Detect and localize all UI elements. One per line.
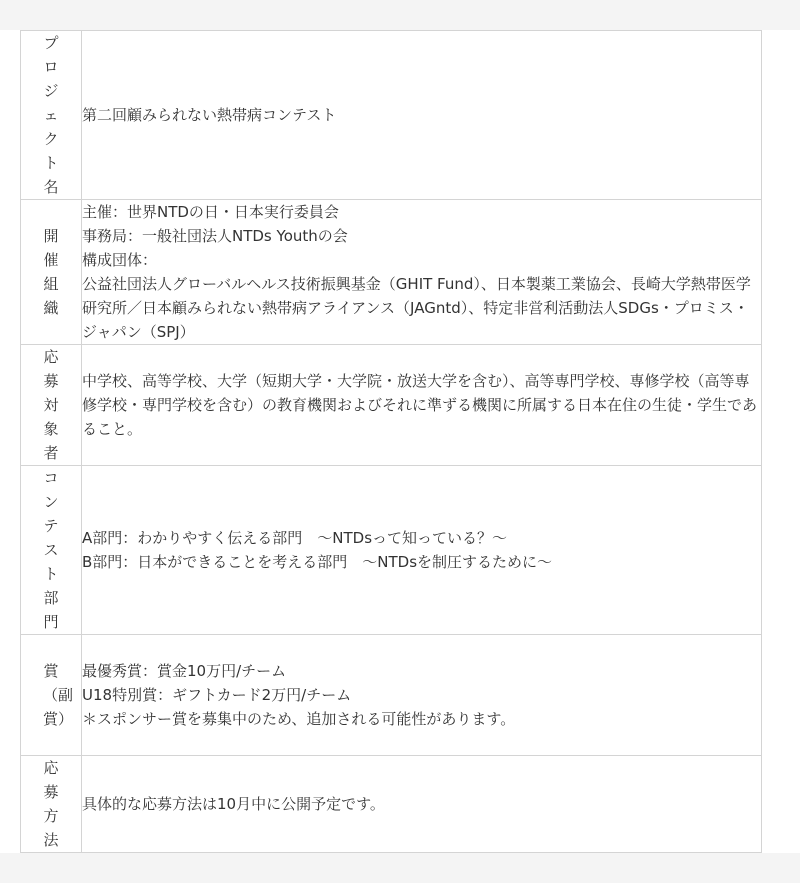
label-cell (21, 200, 82, 345)
prize-u18: U18特別賞：ギフトカード2万円/チーム (82, 686, 352, 704)
table-row-eligibility (21, 345, 762, 466)
table-row-prizes (21, 635, 762, 756)
how-to-apply-text: 具体的な応募方法は10月中に公開予定です。 (82, 795, 385, 813)
value-cell (82, 200, 762, 345)
label-cell (21, 31, 82, 200)
value-cell (82, 756, 762, 853)
value-cell (82, 635, 762, 756)
label-cell (21, 466, 82, 635)
prize-grand: 最優秀賞：賞金10万円/チーム (82, 662, 287, 680)
project-info-table (20, 30, 762, 853)
label-cell (21, 635, 82, 756)
organizer-host: 主催：世界NTDの日・日本実行委員会 (82, 203, 339, 221)
row-label-project-name: プロジェクト名 (43, 34, 59, 196)
row-label-eligibility: 応募対象者 (43, 348, 59, 462)
row-label-prizes: 賞（副賞） (43, 662, 74, 728)
row-label-how-to-apply: 応募方法 (43, 759, 59, 849)
row-label-contest-categories: コンテスト部門 (43, 469, 59, 631)
organizer-secretariat: 事務局：一般社団法人NTDs Youthの会 (82, 227, 348, 245)
project-name-text: 第二回顧みられない熱帯病コンテスト (82, 106, 337, 124)
label-cell (21, 756, 82, 853)
organizer-members-heading: 構成団体： (82, 251, 158, 269)
label-cell (21, 345, 82, 466)
category-b: B部門：日本ができることを考える部門 ～NTDsを制圧するために～ (82, 553, 553, 571)
prize-sponsor-note: ＊スポンサー賞を募集中のため、追加される可能性があります。 (82, 710, 516, 728)
value-cell (82, 31, 762, 200)
table-row-how-to-apply (21, 756, 762, 853)
value-cell (82, 466, 762, 635)
eligibility-text: 中学校、高等学校、大学（短期大学・大学院・放送大学を含む）、高等専門学校、専修学校（高等専修学校・専門学校を含む）の教育機関およびそれに準ずる機関に所属する日本在住の生徒・学生であること。 (82, 372, 758, 438)
table-row-project-name (21, 31, 762, 200)
row-label-organizer: 開催組織 (43, 227, 59, 317)
table-row-contest-categories (21, 466, 762, 635)
organizer-members-list: 公益社団法人グローバルヘルス技術振興基金（GHIT Fund）、日本製薬工業協会、長崎大学熱帯医学研究所／日本顧みられない熱帯病アライアンス（JAGntd）、特定非営利活動法人SDGs・プロミス・ジャパン（SPJ） (82, 275, 751, 341)
category-a: A部門：わかりやすく伝える部門 ～NTDsって知っている？～ (82, 529, 508, 547)
value-cell (82, 345, 762, 466)
table-row-organizer (21, 200, 762, 345)
